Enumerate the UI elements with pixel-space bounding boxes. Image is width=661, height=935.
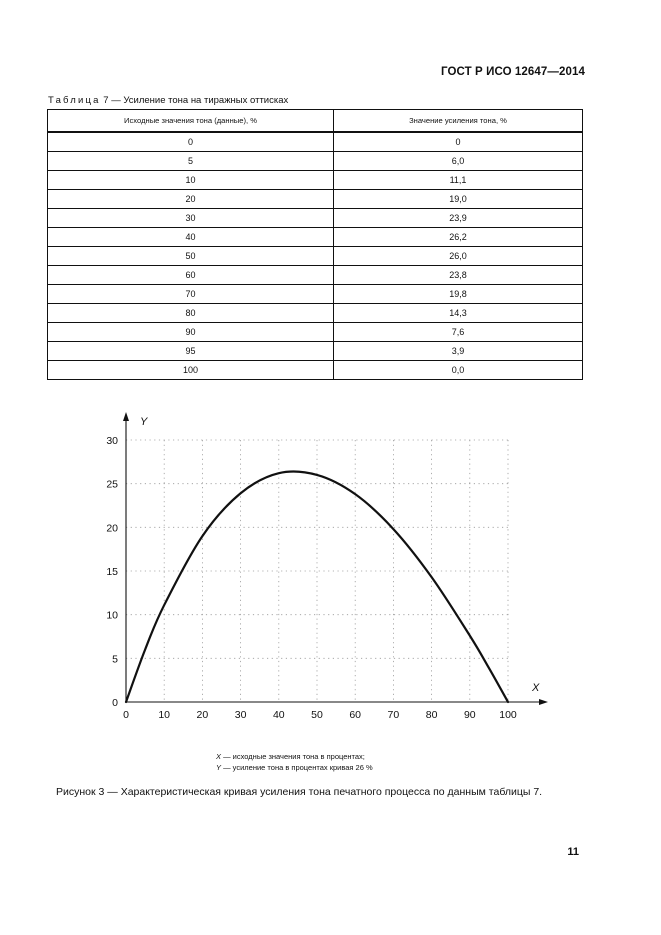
cell-tone-gain: 0 xyxy=(334,132,583,152)
table-row xyxy=(48,304,583,323)
cell-input-tone: 70 xyxy=(48,285,334,304)
cell-input-tone: 10 xyxy=(48,171,334,190)
chart-canvas xyxy=(80,405,560,735)
cell-tone-gain: 11,1 xyxy=(334,171,583,190)
cell-input-tone: 20 xyxy=(48,190,334,209)
x-tick-label: 100 xyxy=(499,709,517,721)
x-tick-label: 20 xyxy=(196,709,209,721)
y-tick-label: 25 xyxy=(106,478,118,491)
legend-y-variable: Y xyxy=(216,763,222,772)
x-tick-label: 70 xyxy=(387,709,400,721)
y-axis-letter: Y xyxy=(140,416,148,428)
x-tick-label: 50 xyxy=(311,709,323,721)
table-header-row xyxy=(48,110,583,133)
table-row xyxy=(48,228,583,247)
legend-y-line xyxy=(216,762,373,773)
table-caption-text: 7 — Усиление тона на тиражных оттисках xyxy=(100,95,289,106)
cell-input-tone: 30 xyxy=(48,209,334,228)
tone-gain-table xyxy=(47,109,583,380)
cell-input-tone: 60 xyxy=(48,266,334,285)
table-row xyxy=(48,171,583,190)
table-row xyxy=(48,285,583,304)
cell-input-tone: 95 xyxy=(48,342,334,361)
y-tick-label: 0 xyxy=(112,697,118,709)
table-row xyxy=(48,247,583,266)
y-axis-arrow xyxy=(123,412,129,421)
column-header-tone-gain: Значение усиления тона, % xyxy=(334,110,583,133)
y-tick-label: 5 xyxy=(112,653,118,666)
cell-tone-gain: 19,0 xyxy=(334,190,583,209)
x-tick-label: 30 xyxy=(234,709,247,721)
x-axis-arrow xyxy=(539,699,548,705)
legend-x-text: — исходные значения тона в процентах; xyxy=(221,752,365,761)
cell-input-tone: 5 xyxy=(48,152,334,171)
cell-tone-gain: 19,8 xyxy=(334,285,583,304)
cell-tone-gain: 3,9 xyxy=(334,342,583,361)
cell-tone-gain: 0,0 xyxy=(334,361,583,380)
cell-input-tone: 40 xyxy=(48,228,334,247)
cell-tone-gain: 23,9 xyxy=(334,209,583,228)
x-tick-label: 0 xyxy=(123,709,129,721)
x-tick-label: 10 xyxy=(158,709,171,721)
table-caption-label: Таблица xyxy=(48,95,101,106)
y-tick-label: 20 xyxy=(106,522,118,535)
legend-x-line xyxy=(216,751,373,762)
cell-input-tone: 0 xyxy=(48,132,334,152)
cell-tone-gain: 26,2 xyxy=(334,228,583,247)
y-tick-label: 15 xyxy=(106,566,118,578)
table-row xyxy=(48,361,583,380)
standard-code: ГОСТ Р ИСО 12647—2014 xyxy=(440,66,585,78)
x-axis-letter: X xyxy=(532,682,540,694)
x-tick-label: 60 xyxy=(349,709,362,721)
table-row xyxy=(48,209,583,228)
cell-input-tone: 100 xyxy=(48,361,334,380)
legend-x-variable: X xyxy=(216,752,222,761)
y-tick-label: 30 xyxy=(106,435,118,447)
table-row xyxy=(48,342,583,361)
table-row xyxy=(48,266,583,285)
cell-tone-gain: 14,3 xyxy=(334,304,583,323)
y-tick-label: 10 xyxy=(106,609,118,622)
tone-gain-chart xyxy=(80,405,560,735)
x-tick-label: 80 xyxy=(425,709,438,721)
cell-tone-gain: 26,0 xyxy=(334,247,583,266)
cell-input-tone: 80 xyxy=(48,304,334,323)
x-tick-label: 90 xyxy=(463,709,476,721)
page-number: 11 xyxy=(567,846,579,858)
column-header-input-tone: Исходные значения тона (данные), % xyxy=(48,110,334,133)
table-row xyxy=(48,323,583,342)
table-row xyxy=(48,190,583,209)
table-body xyxy=(48,132,583,380)
cell-input-tone: 50 xyxy=(48,247,334,266)
cell-tone-gain: 6,0 xyxy=(334,152,583,171)
table-caption xyxy=(48,95,288,106)
table-row xyxy=(48,132,583,152)
cell-tone-gain: 23,8 xyxy=(334,266,583,285)
chart-legend xyxy=(216,751,373,773)
cell-input-tone: 90 xyxy=(48,323,334,342)
cell-tone-gain: 7,6 xyxy=(334,323,583,342)
legend-y-text: — усиление тона в процентах кривая 26 % xyxy=(221,763,373,772)
table-row xyxy=(48,152,583,171)
figure-caption: Рисунок 3 — Характеристическая кривая усиления тона печатного процесса по данным таблицы 7. xyxy=(56,786,543,798)
x-tick-label: 40 xyxy=(272,709,285,721)
